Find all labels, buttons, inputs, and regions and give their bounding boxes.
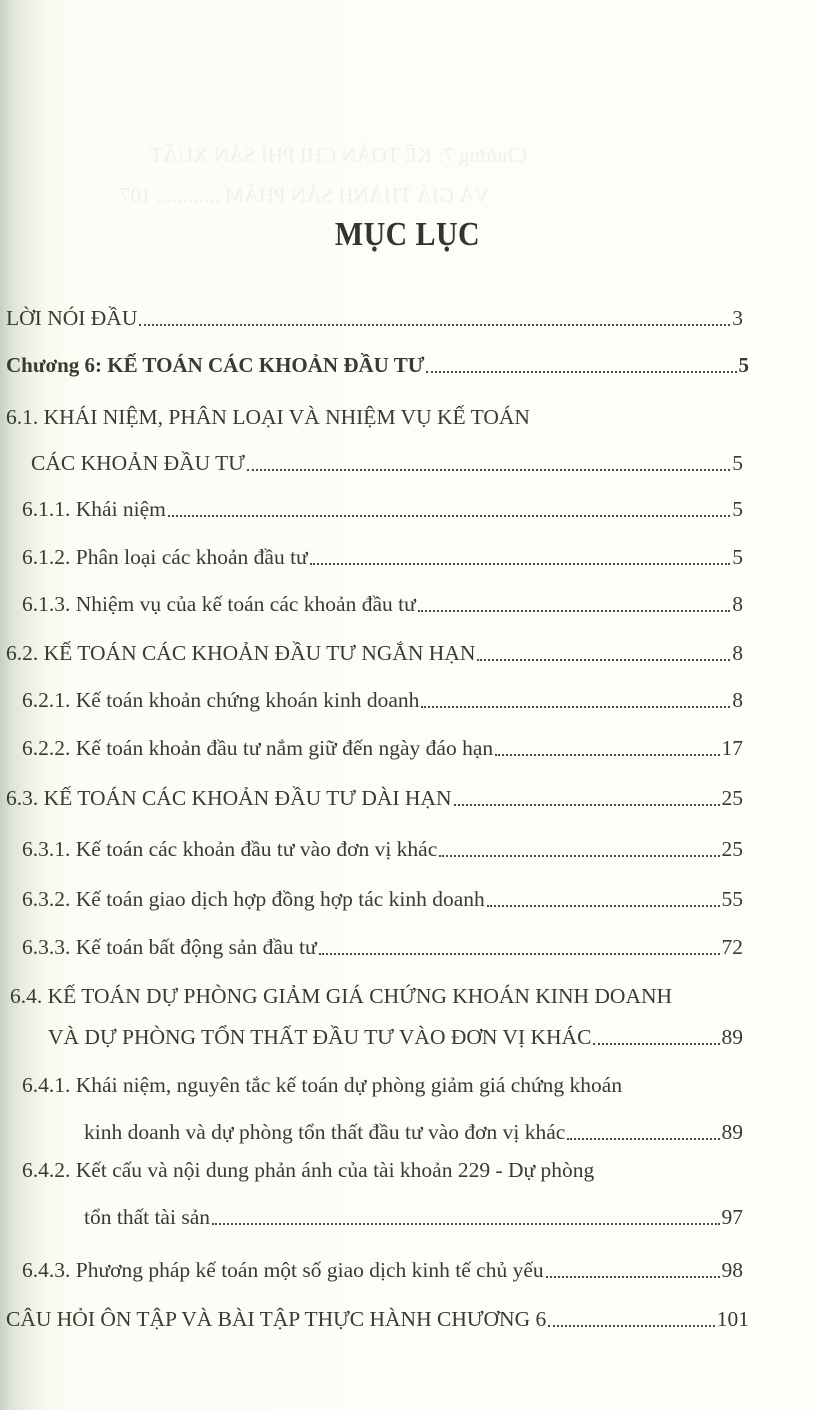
dot-leader: [426, 371, 736, 373]
toc-entry-preface[interactable]: [6, 305, 743, 331]
toc-page-number: 89: [721, 1120, 743, 1144]
dot-leader: [487, 905, 720, 907]
toc-page-number: 97: [721, 1205, 743, 1229]
page-title: MỤC LỤC: [334, 216, 481, 253]
toc-page-number: 8: [732, 688, 743, 712]
dot-leader: [310, 563, 731, 565]
toc-entry-6-1-2[interactable]: [22, 544, 743, 570]
dot-leader: [454, 804, 720, 806]
toc-entry-6-2[interactable]: [6, 640, 743, 666]
toc-entry-label: 6.1.3. Nhiệm vụ của kế toán các khoản đầu tư: [22, 592, 416, 616]
toc-entry-6-3[interactable]: [6, 785, 743, 811]
toc-page-number: 8: [732, 592, 743, 616]
toc-entry-label: 6.2. KẾ TOÁN CÁC KHOẢN ĐẦU TƯ NGẮN HẠN: [6, 641, 476, 665]
toc-entry-6-1[interactable]: [31, 450, 743, 476]
dot-leader: [495, 754, 719, 756]
toc-page-number: 3: [732, 306, 743, 330]
toc-entry-6-4-3[interactable]: [22, 1257, 743, 1283]
toc-entry-6-4-2[interactable]: [84, 1204, 743, 1230]
toc-page-number: 72: [721, 935, 743, 959]
dot-leader: [168, 515, 730, 517]
toc-page-number: 25: [721, 786, 743, 810]
dot-leader: [319, 953, 720, 955]
toc-entry-label: 6.3.2. Kế toán giao dịch hợp đồng hợp tác kinh doanh: [22, 887, 485, 911]
toc-entry-label: 6.2.2. Kế toán khoản đầu tư nắm giữ đến ngày đáo hạn: [22, 736, 494, 760]
toc-entry-label: VÀ DỰ PHÒNG TỔN THẤT ĐẦU TƯ VÀO ĐƠN VỊ KHÁC: [48, 1025, 592, 1049]
dot-leader: [548, 1325, 715, 1327]
toc-entry-6-4-1-line1[interactable]: 6.4.1. Khái niệm, nguyên tắc kế toán dự phòng giảm giá chứng khoán: [22, 1073, 623, 1097]
toc-entry-6-1-1[interactable]: [22, 496, 743, 522]
dot-leader: [477, 659, 730, 661]
toc-entry-label: 6.3.3. Kế toán bất động sản đầu tư: [22, 935, 317, 959]
toc-page-number: 17: [721, 736, 743, 760]
toc-entry-6-4-2-line1[interactable]: 6.4.2. Kết cấu và nội dung phản ánh của tài khoản 229 - Dự phòng: [22, 1158, 595, 1182]
toc-entry-6-4-line1[interactable]: 6.4. KẾ TOÁN DỰ PHÒNG GIẢM GIÁ CHỨNG KHOÁN KINH DOANH: [10, 984, 673, 1008]
toc-page-number: 5: [732, 497, 743, 521]
toc-page-number: 55: [721, 887, 743, 911]
toc-entry-label: kinh doanh và dự phòng tổn thất đầu tư vào đơn vị khác: [84, 1120, 566, 1144]
toc-page-number: 5: [732, 545, 743, 569]
toc-entry-label: 6.3.1. Kế toán các khoản đầu tư vào đơn vị khác: [22, 837, 438, 861]
toc-entry-label: CÂU HỎI ÔN TẬP VÀ BÀI TẬP THỰC HÀNH CHƯƠNG 6: [6, 1307, 547, 1331]
toc-entry-label: 6.2.1. Kế toán khoản chứng khoán kinh doanh: [22, 688, 420, 712]
dot-leader: [439, 855, 719, 857]
toc-entry-label: 6.3. KẾ TOÁN CÁC KHOẢN ĐẦU TƯ DÀI HẠN: [6, 786, 452, 810]
toc-entry-6-2-1[interactable]: [22, 687, 743, 713]
toc-entry-label: 6.1.2. Phân loại các khoản đầu tư: [22, 545, 308, 569]
toc-page-number: 5: [738, 353, 749, 377]
toc-entry-chapter-6[interactable]: [6, 352, 749, 378]
toc-entry-6-3-3[interactable]: [22, 934, 743, 960]
toc-entry-label: 6.4.3. Phương pháp kế toán một số giao dịch kinh tế chủ yếu: [22, 1258, 544, 1282]
toc-entry-6-4-1[interactable]: [84, 1119, 743, 1145]
toc-page-number: 5: [732, 451, 743, 475]
toc-page-number: 8: [732, 641, 743, 665]
toc-entry-label: tổn thất tài sản: [84, 1205, 210, 1229]
dot-leader: [593, 1043, 719, 1045]
dot-leader: [418, 610, 730, 612]
toc-entry-6-3-1[interactable]: [22, 836, 743, 862]
dot-leader: [212, 1223, 720, 1225]
toc-entry-label: 6.1.1. Khái niệm: [22, 497, 166, 521]
toc-entry-label: CÁC KHOẢN ĐẦU TƯ: [31, 451, 245, 475]
toc-entry-6-1-3[interactable]: [22, 591, 743, 617]
dot-leader: [247, 469, 730, 471]
toc-entry-label: LỜI NÓI ĐẦU: [6, 306, 138, 330]
toc-entry-review-questions[interactable]: [6, 1306, 749, 1332]
toc-entry-6-1-line1[interactable]: 6.1. KHÁI NIỆM, PHÂN LOẠI VÀ NHIỆM VỤ KẾ TOÁN: [6, 405, 530, 429]
toc-entry-6-3-2[interactable]: [22, 886, 743, 912]
dot-leader: [139, 324, 730, 326]
bleed-through-text: VÀ GIÁ THÀNH SẢN PHẨM ............ 107: [120, 183, 490, 207]
dot-leader: [567, 1138, 719, 1140]
toc-entry-label: Chương 6: KẾ TOÁN CÁC KHOẢN ĐẦU TƯ: [6, 353, 425, 377]
dot-leader: [546, 1276, 720, 1278]
dot-leader: [421, 706, 730, 708]
toc-page-number: 101: [716, 1307, 749, 1331]
toc-entry-6-4[interactable]: [48, 1024, 743, 1050]
toc-page-number: 89: [721, 1025, 743, 1049]
toc-page-number: 98: [721, 1258, 743, 1282]
toc-entry-6-2-2[interactable]: [22, 735, 743, 761]
bleed-through-text: Chương 7: KẾ TOÁN CHI PHÍ SẢN XUẤT: [150, 143, 527, 167]
toc-page-number: 25: [721, 837, 743, 861]
